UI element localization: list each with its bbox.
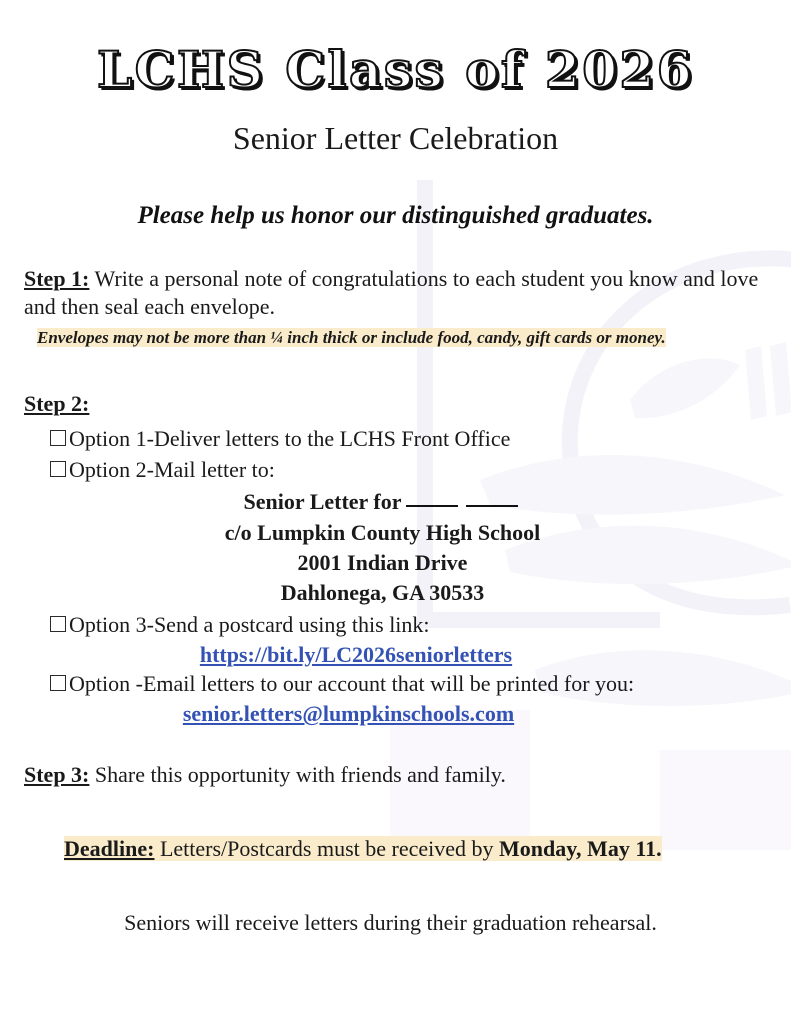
step-1-label: Step 1: [24,265,90,291]
checkbox-empty-icon[interactable] [50,675,66,691]
deadline-text: Letters/Postcards must be received by [154,835,500,861]
step-3-paragraph [24,761,767,789]
deadline-date: Monday, May 11. [499,835,662,861]
title-block [24,0,767,157]
option-4-row[interactable] [50,668,767,699]
option-2-label: Option 2-Mail letter to: [69,457,275,483]
option-1-row[interactable] [50,423,767,454]
step-1-paragraph [24,265,767,320]
option-3-label: Option 3-Send a postcard using this link: [69,611,430,637]
step-1-text: Write a personal note of congratulations to each student you know and love and then seal each envelope. [24,265,759,319]
step-1-note [24,325,767,351]
postcard-link[interactable]: https://bit.ly/LC2026seniorletters [199,641,513,667]
address-line-4: Dahlonega, GA 30533 [280,580,485,606]
page-subtitle: Senior Letter Celebration [232,119,559,156]
option-4-label: Option -Email letters to our account that will be printed for you: [69,670,635,696]
step-2-label: Step 2: [24,390,90,416]
mailing-address-block [50,487,767,608]
postcard-link-row [50,642,767,668]
name-blank-first[interactable] [406,505,458,507]
tagline: Please help us honor our distinguished graduates. [137,201,654,229]
address-line-1 [50,487,715,517]
page-title: LCHS Class of 2026 [96,40,695,99]
step-3-text: Share this opportunity with friends and family. [89,762,506,788]
step-3-label: Step 3: [24,762,90,788]
closing-line: Seniors will receive letters during their graduation rehearsal. [124,909,657,935]
name-blank-second[interactable] [466,505,518,507]
checkbox-empty-icon[interactable] [50,430,66,446]
deadline-row [24,833,767,865]
step-2-options-list [24,423,767,727]
email-link-row [50,701,767,727]
address-line-1-prefix: Senior Letter for [243,489,402,515]
checkbox-empty-icon[interactable] [50,461,66,477]
option-2-row[interactable] [50,454,767,485]
option-1-label: Option 1-Deliver letters to the LCHS Front Office [69,425,511,451]
option-3-row[interactable] [50,609,767,640]
email-link[interactable]: senior.letters@lumpkinschools.com [182,701,515,727]
checkbox-empty-icon[interactable] [50,616,66,632]
address-line-2: c/o Lumpkin County High School [224,519,541,545]
deadline-label: Deadline: [64,835,155,861]
address-line-3: 2001 Indian Drive [297,550,468,576]
step-1-note-text: Envelopes may not be more than ¼ inch thick or include food, candy, gift cards or money. [37,328,666,348]
